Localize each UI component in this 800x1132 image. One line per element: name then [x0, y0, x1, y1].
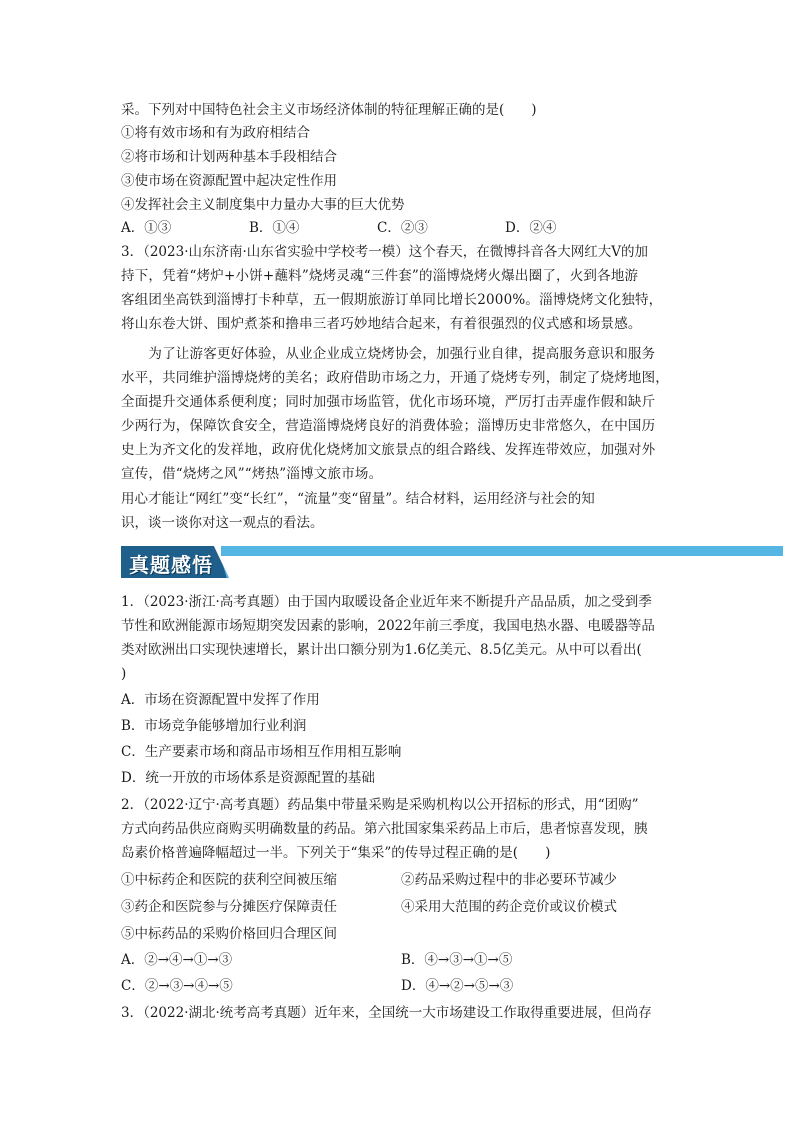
question-prompt: 用心才能让“网红”变“长红”，“流量”变“留量”。结合材料，运用经济与社会的知: [121, 491, 595, 507]
question-stem: 3．（2022·湖北·统考高考真题）近年来，全国统一大市场建设工作取得重要进展，但尚存: [121, 1005, 652, 1021]
statement-item: ④发挥社会主义制度集中力量办大事的巨大优势: [121, 197, 405, 213]
material-text: 少两行为，保障饮食安全，营造淄博烧烤良好的消费体验；淄博历史非常悠久，在中国历: [121, 418, 656, 434]
question-stem: 节性和欧洲能源市场短期突发因素的影响，2022年前三季度，我国电热水器、电暖器等品: [121, 618, 655, 634]
statement-item: ②将市场和计划两种基本手段相结合: [121, 149, 337, 165]
question-stem: ): [121, 666, 127, 682]
question-stem: 2．（2022·辽宁·高考真题）药品集中带量采购是采购机构以公开招标的形式，用“团购”: [121, 797, 639, 813]
option-d: D．统一开放的市场体系是资源配置的基础: [121, 770, 375, 786]
material-text: 水平，共同维护淄博烧烤的美名；政府借助市场之力，开通了烧烤专列，制定了烧烤地图，: [121, 370, 669, 386]
material-text: 宣传，借“烧烤之风”“烤热”淄博文旅市场。: [121, 466, 383, 482]
section-banner: [121, 546, 783, 578]
material-text: 持下，凭着“烤炉+小饼+蘸料”烧烤灵魂“三件套”的淄博烧烤火爆出圈了，火到各地游: [121, 268, 639, 284]
answer-options: [121, 976, 681, 996]
material-text: 将山东卷大饼、围炉煮茶和撸串三者巧妙地结合起来，有着很强烈的仪式感和场景感。: [121, 316, 642, 332]
option-a: A．市场在资源配置中发挥了作用: [121, 692, 320, 708]
question-stem: 岛素价格普遍降幅超过一半。下列关于“集采”的传导过程正确的是( ): [121, 845, 551, 861]
statement-item: ④采用大范围的药企竞价或议价模式: [401, 899, 617, 915]
answer-options: [121, 218, 681, 238]
option-a: A．②→④→①→③: [121, 952, 233, 968]
statement-item: ③使市场在资源配置中起决定性作用: [121, 173, 337, 189]
option-d: D．④→②→⑤→③: [401, 978, 514, 994]
statement-item: ③药企和医院参与分摊医疗保障责任: [121, 899, 337, 915]
option-c: C．②③: [377, 220, 428, 236]
material-text: 全面提升交通体系便利度；同时加强市场监管，优化市场环境，严厉打击弄虚作假和缺斤: [121, 394, 656, 410]
statement-item: ①将有效市场和有为政府相结合: [121, 125, 310, 141]
question-stem: 1．（2023·浙江·高考真题）由于国内取暖设备企业近年来不断提升产品品质，加之受到季: [121, 594, 652, 610]
option-b: B．④→③→①→⑤: [401, 952, 513, 968]
question-stem: 3．（2023·山东济南·山东省实验中学校考一模）这个春天，在微博抖音各大网红大V的加: [121, 244, 649, 260]
question-prompt: 识，谈一谈你对这一观点的看法。: [121, 515, 324, 531]
question-stem: 类对欧洲出口实现快速增长，累计出口额分别为1.6亿美元、8.5亿美元。从中可以看出(: [121, 642, 642, 658]
material-text: 为了让游客更好体验，从业企业成立烧烤协会，加强行业自律，提高服务意识和服务: [121, 346, 656, 362]
option-b: B．①④: [249, 220, 300, 236]
question-stem: 方式向药品供应商购买明确数量的药品。第六批国家集采药品上市后，患者惊喜发现，胰: [121, 821, 648, 837]
banner-bar: [221, 546, 783, 556]
statement-item: ⑤中标药品的采购价格回归合理区间: [121, 926, 337, 942]
section-title: 真题感悟: [129, 553, 213, 577]
option-a: A．①③: [121, 220, 172, 236]
option-c: C．生产要素市场和商品市场相互作用相互影响: [121, 744, 402, 760]
material-text: 史上为齐文化的发祥地，政府优化烧烤加文旅景点的组合路线、发挥连带效应，加强对外: [121, 442, 656, 458]
option-b: B．市场竞争能够增加行业利润: [121, 718, 307, 734]
question-stem: 采。下列对中国特色社会主义市场经济体制的特征理解正确的是( ): [121, 102, 537, 118]
statement-item: ①中标药企和医院的获利空间被压缩: [121, 872, 337, 888]
option-d: D．②④: [505, 220, 557, 236]
statement-row: [121, 897, 681, 917]
answer-options: [121, 950, 681, 970]
statement-row: [121, 870, 681, 890]
material-text: 客组团坐高铁到淄博打卡种草，五一假期旅游订单同比增长2000%。淄博烧烤文化独特，: [121, 292, 663, 308]
statement-item: ②药品采购过程中的非必要环节减少: [401, 872, 617, 888]
option-c: C．②→③→④→⑤: [121, 978, 233, 994]
